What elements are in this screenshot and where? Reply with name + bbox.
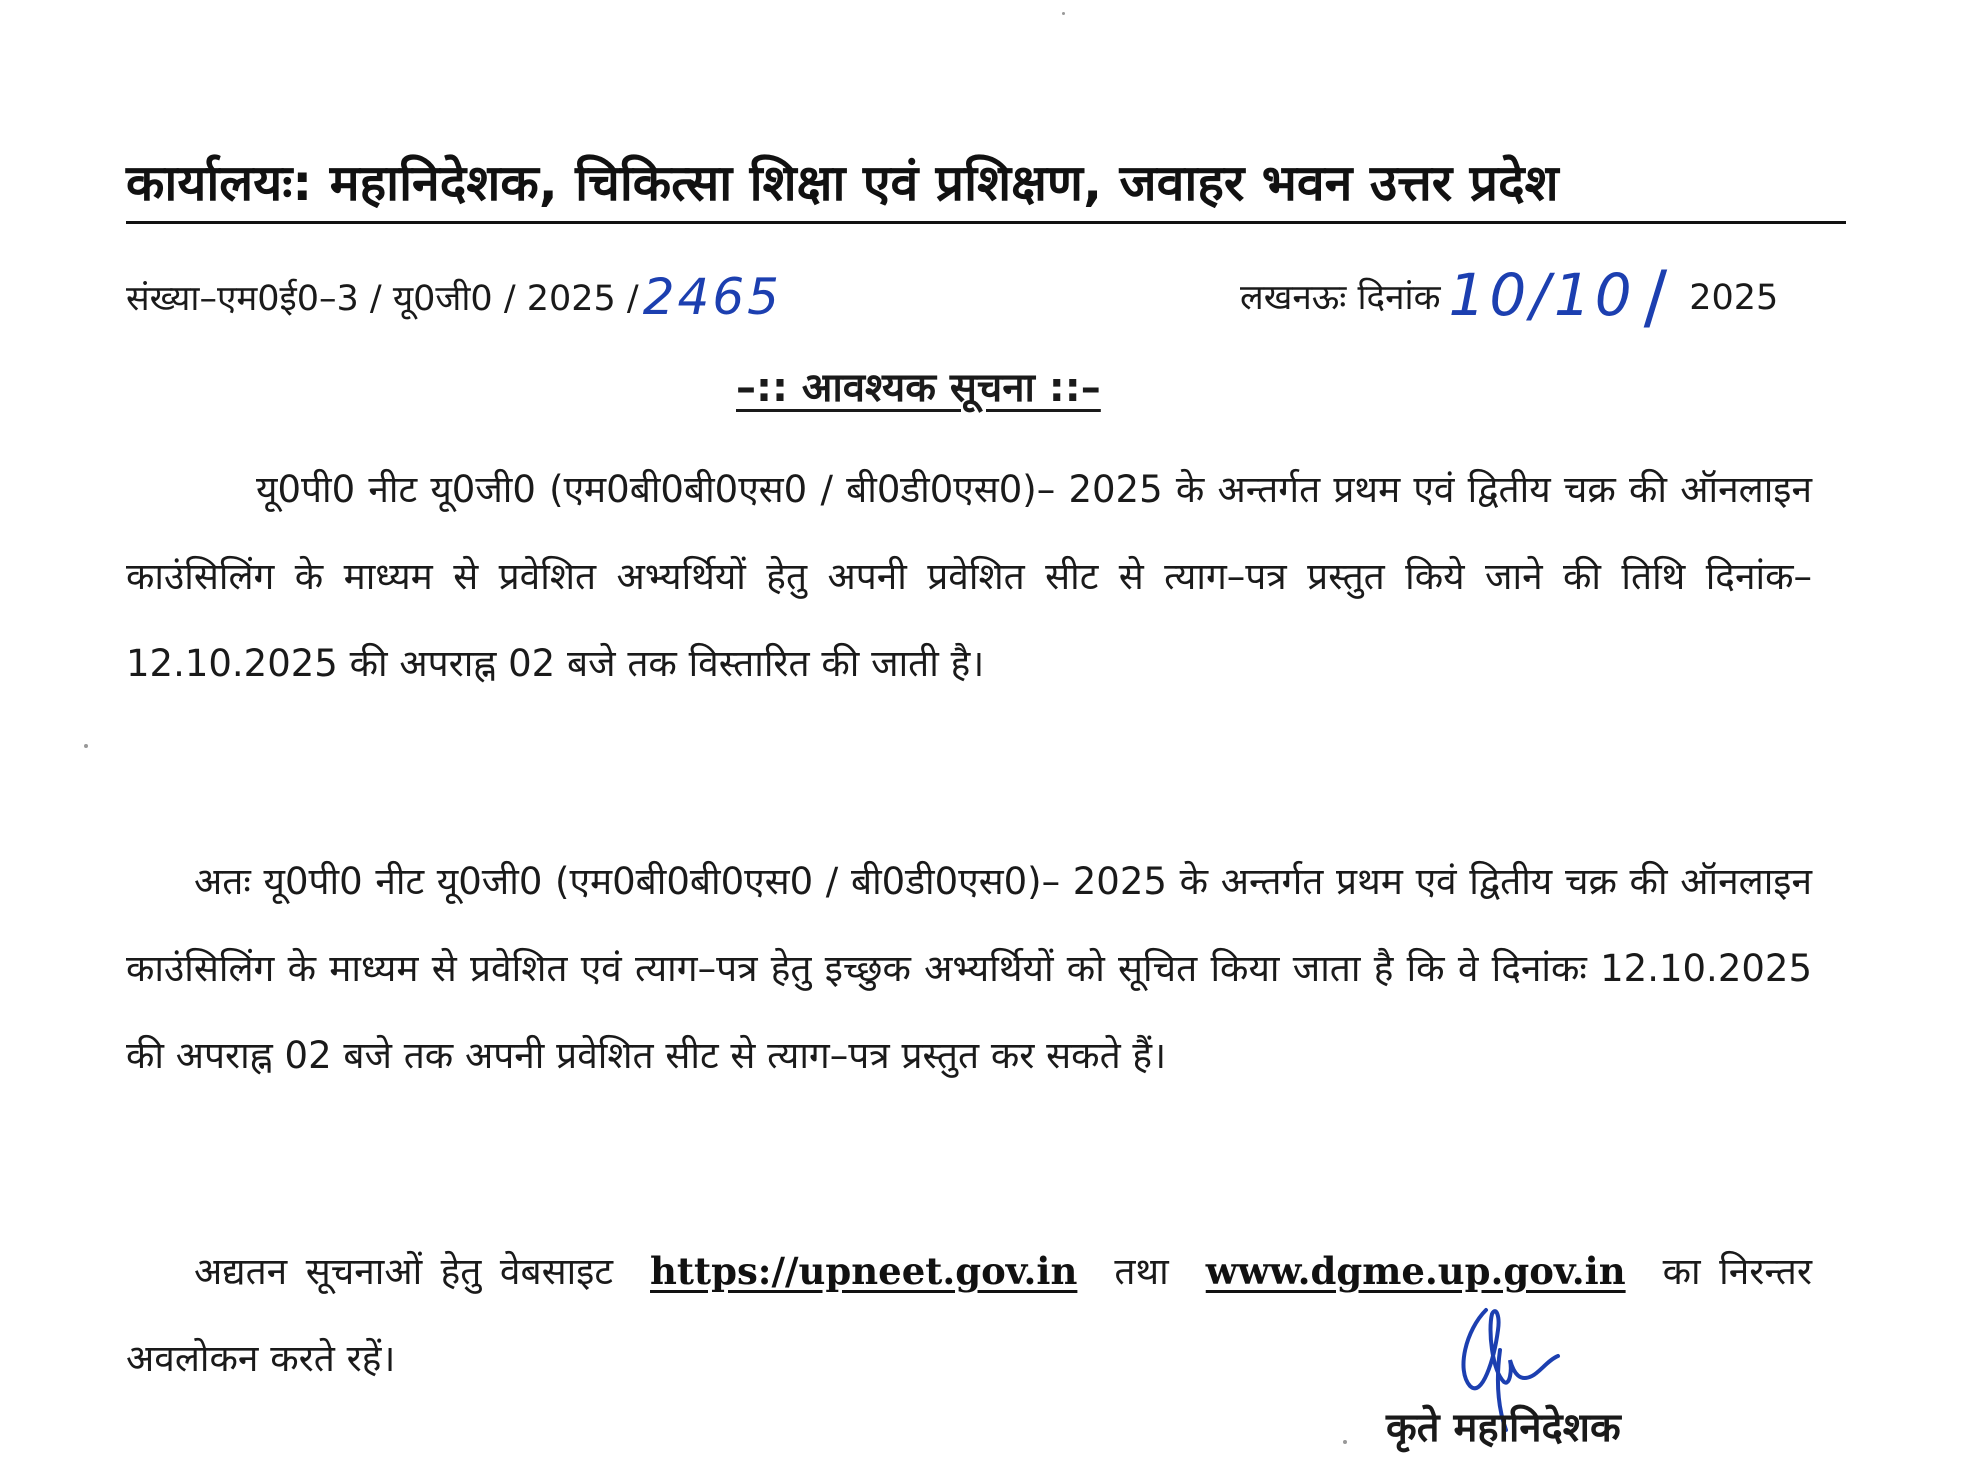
date-slash-stroke: /: [1643, 256, 1668, 338]
signoff: कृते महानिदेशक: [1386, 1405, 1621, 1451]
upneet-link[interactable]: https://upneet.gov.in: [650, 1249, 1078, 1293]
paragraph-1-text: यू0पी0 नीट यू0जी0 (एम0बी0बी0एस0 / बी0डी0एस0)– 2025 के अन्तर्गत प्रथम एवं द्वितीय चक्र की ऑनलाइन काउंसिलिंग के माध्यम से प्रवेशित अभ्यर्थियों हेतु अपनी प्रवेशित सीट से त्याग–पत्र प्रस्तुत किये जाने की तिथि दिनांक– 12.10.2025 की अपराह्न 02 बजे तक विस्तारित की जाती है।: [126, 468, 1812, 685]
paragraph-2-text: अतः यू0पी0 नीट यू0जी0 (एम0बी0बी0एस0 / बी0डी0एस0)– 2025 के अन्तर्गत प्रथम एवं द्वितीय चक्र की ऑनलाइन काउंसिलिंग के माध्यम से प्रवेशित एवं त्याग–पत्र हेतु इच्छुक अभ्यर्थियों को सूचित किया जाता है कि वे दिनांकः 12.10.2025 की अपराह्न 02 बजे तक अपनी प्रवेशित सीट से त्याग–पत्र प्रस्तुत कर सकते हैं।: [126, 860, 1812, 1077]
reference-handwritten-number: 2465: [642, 268, 782, 326]
scan-speck: [84, 744, 88, 748]
office-title: कार्यालयः: महानिदेशक, चिकित्सा शिक्षा एवं प्रशिक्षण, जवाहर भवन उत्तर प्रदेश: [126, 154, 1559, 212]
date-handwritten: 10/10: [1448, 261, 1636, 329]
paragraph-extension-notice: [126, 446, 1812, 707]
reference-prefix: संख्या–एम0ई0–3 / यू0जी0 / 2025 /: [126, 279, 639, 319]
notice-heading: –:: आवश्यक सूचना ::–: [736, 365, 1101, 411]
date-line: [1240, 256, 1779, 338]
paragraph-3-after: का निरन्तर अवलोकन करते रहें।: [126, 1250, 1812, 1380]
scan-speck: [1343, 1440, 1347, 1444]
scan-speck: [1062, 12, 1065, 15]
date-prefix: लखनऊः दिनांक: [1240, 278, 1441, 318]
title-underline: [126, 221, 1846, 224]
date-year: 2025: [1689, 278, 1779, 318]
dgme-link[interactable]: www.dgme.up.gov.in: [1205, 1249, 1626, 1293]
paragraph-resignation-notice: [126, 838, 1812, 1099]
paragraph-3-middle: तथा: [1114, 1250, 1169, 1293]
paragraph-3-before: अद्यतन सूचनाओं हेतु वेबसाइट: [194, 1250, 613, 1293]
reference-number: [126, 268, 782, 326]
